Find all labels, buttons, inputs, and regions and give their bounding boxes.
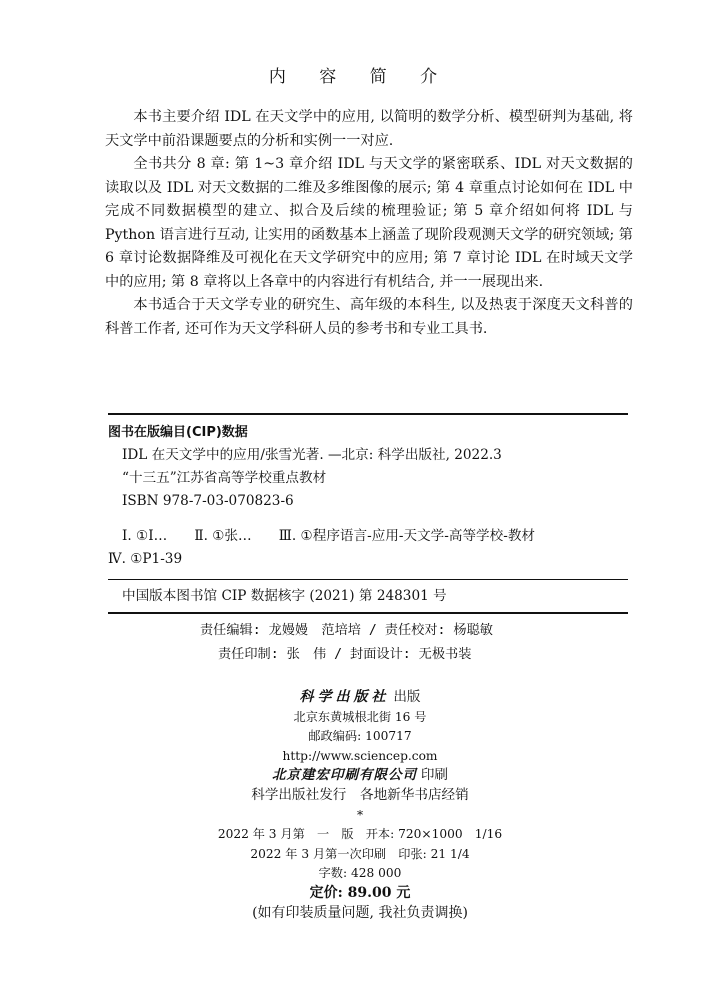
printer-suffix: 印刷 [420,767,449,784]
editorial-credits [0,619,720,667]
colophon [0,688,720,923]
credits-line-2: 责任印制: 张 伟 / 封面设计: 无极书装 [218,647,472,662]
summary-paragraph-3: 本书适合于天文学专业的研究生、高年级的本科生, 以及热衷于深度天文科普的科普工作者, 还可作为天文学科研人员的参考书和专业工具书. [105,297,633,337]
distribution: 科学出版社发行 各地新华书店经销 [251,786,469,803]
quality-notice: (如有印装质量问题, 我社负责调换) [252,904,468,921]
summary-body [105,106,633,341]
publisher-suffix: 出版 [393,689,421,705]
cip-record-number: 中国版本图书馆 CIP 数据核字 (2021) 第 248301 号 [108,579,628,608]
printer-logo: 北京建宏印刷有限公司 [271,767,417,784]
summary-title: 内 容 简 介 [268,67,452,87]
cip-isbn: ISBN 978-7-03-070823-6 [122,493,294,509]
price: 定价: 89.00 元 [309,884,411,901]
credits-line-1: 责任编辑: 龙嫚嫚 范培培 / 责任校对: 杨聪敏 [200,623,493,638]
summary-paragraph-2: 全书共分 8 章: 第 1~3 章介绍 IDL 与天文学的紧密联系、IDL 对天文数据的读取以及 IDL 对天文数据的二维及多维图像的展示; 第 4 章重点讨论如何在 IDL 中完成不同数据模型的建立、拟合及后续的梳理验证; 第 5 章介绍如何将 IDL 与 Python 语言进行互动, 让实用的函数基本上涵盖了现阶段观测天文学的研究领域; 第 6 章讨论数据降维及可视化在天文学研究中的应用; 第 7 章讨论 IDL 在时域天文学中的应用; 第 8 章将以上各章中的内容进行有机结合, 并一一展现出来. [105,156,633,290]
cip-classification-2: Ⅳ. ①P1-39 [108,551,183,567]
printing-info: 2022 年 3 月第一次印刷 印张: 21 1/4 [250,846,470,861]
separator-star: * [356,807,364,822]
publisher-address: 北京东黄城根北街 16 号 [293,709,427,724]
cip-heading: 图书在版编目(CIP)数据 [108,425,248,440]
publisher-line [0,688,720,708]
cip-classification-1: Ⅰ. ①I… Ⅱ. ①张… Ⅲ. ①程序语言-应用-天文学-高等学校-教材 [122,528,536,544]
edition-info: 2022 年 3 月第 一 版 开本: 720×1000 1/16 [217,827,503,842]
postcode: 邮政编码: 100717 [308,729,412,744]
summary-paragraph-1: 本书主要介绍 IDL 在天文学中的应用, 以简明的数学分析、模型研判为基础, 将天文学中前沿课题要点的分析和实例一一对应. [105,109,633,149]
cip-data-block [108,413,628,614]
word-count: 字数: 428 000 [318,866,402,881]
printer-line [0,766,720,786]
publisher-logo: 科学出版社 [299,689,390,705]
cip-series: “十三五”江苏省高等学校重点教材 [122,470,327,486]
cip-entry: IDL 在天文学中的应用/张雪光著. —北京: 科学出版社, 2022.3 [122,447,502,463]
publisher-url: http://www.sciencep.com [282,748,438,763]
